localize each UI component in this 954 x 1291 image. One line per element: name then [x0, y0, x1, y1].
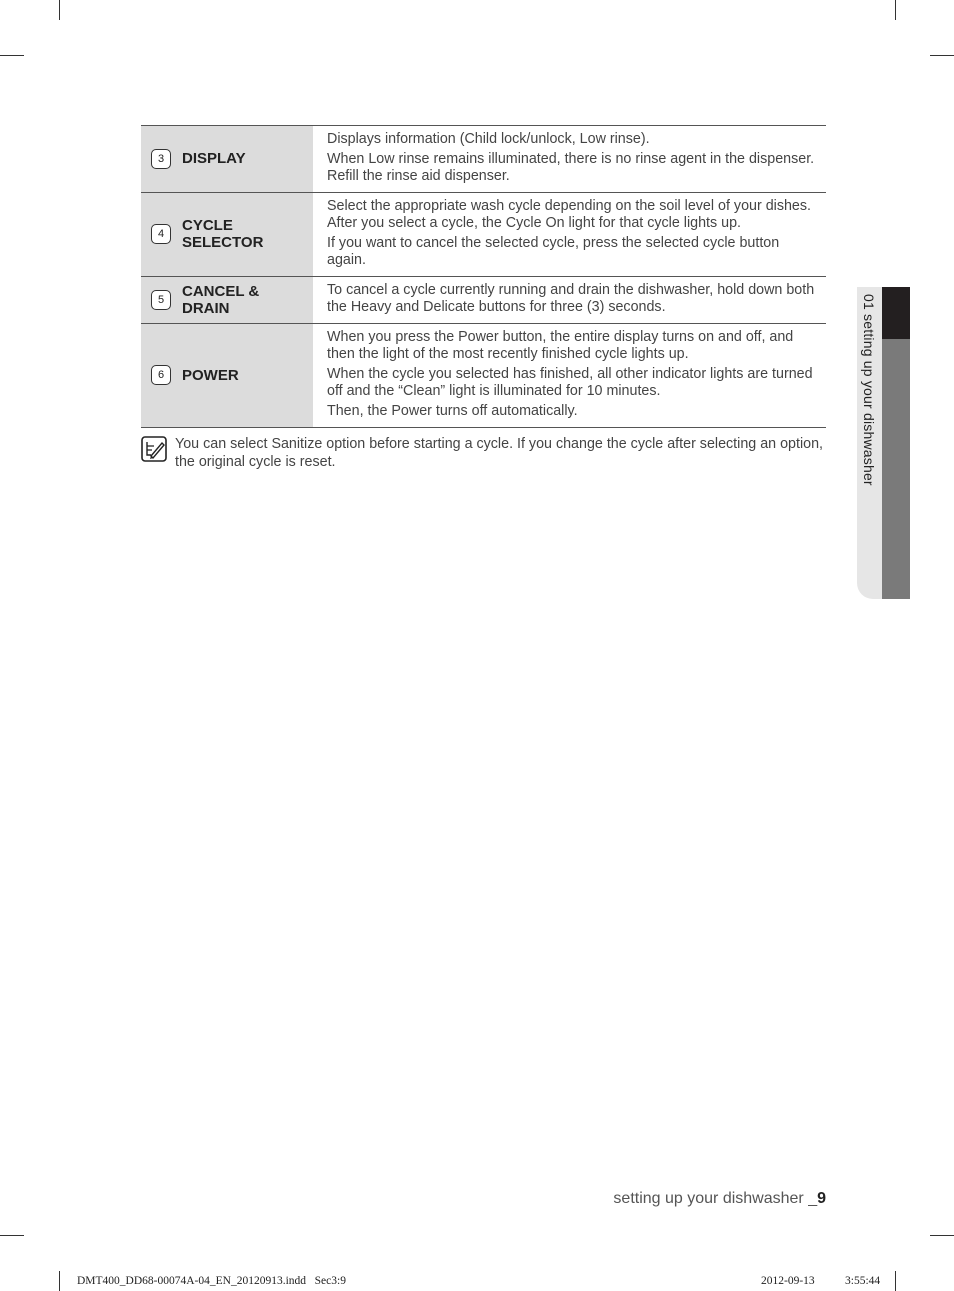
description-paragraph: If you want to cancel the selected cycle, press the selected cycle button again.	[327, 234, 780, 268]
description-paragraph: When you press the Power button, the entire display turns on and off, and then the light of the most recently finished cycle lights up.	[327, 328, 794, 363]
print-file-info: DMT400_DD68-00074A-04_EN_20120913.indd Sec3:9	[77, 1275, 346, 1287]
footer-section-title: setting up your dishwasher _	[613, 1190, 818, 1207]
table-row	[141, 192, 826, 276]
function-table	[141, 125, 826, 428]
description-paragraph: Then, the Power turns off automatically.	[327, 402, 578, 419]
table-row	[141, 323, 826, 427]
function-description	[313, 126, 826, 193]
chapter-tab-label: 01 setting up your dishwasher	[861, 294, 877, 486]
function-label-cell	[141, 192, 313, 276]
function-description	[313, 276, 826, 323]
note-pencil-icon	[141, 436, 167, 462]
chapter-tab-bar	[882, 339, 910, 599]
number-badge: 6	[151, 365, 171, 385]
table-row	[141, 276, 826, 323]
function-label-cell	[141, 323, 313, 427]
crop-mark	[930, 55, 954, 56]
note	[141, 436, 826, 471]
function-name: CYCLE SELECTOR	[182, 217, 264, 251]
number-badge: 3	[151, 149, 171, 169]
function-name: DISPLAY	[182, 150, 246, 168]
crop-mark	[59, 0, 60, 20]
function-label-cell	[141, 276, 313, 323]
chapter-tab	[857, 287, 910, 599]
description-paragraph: To cancel a cycle currently running and drain the dishwasher, hold down both the Heavy and Delicate buttons for three (3) seconds.	[327, 281, 815, 315]
function-name: POWER	[182, 366, 239, 384]
number-badge: 4	[151, 224, 171, 244]
description-paragraph: When the cycle you selected has finished, all other indicator lights are turned off and the “Clean” light is illuminated for 10 minutes.	[327, 365, 813, 400]
crop-mark	[0, 1235, 24, 1236]
number-badge: 5	[151, 290, 171, 310]
crop-mark	[895, 0, 896, 20]
crop-mark	[930, 1235, 954, 1236]
crop-mark	[59, 1271, 60, 1291]
description-paragraph: Displays information (Child lock/unlock, Low rinse).	[327, 131, 650, 147]
chapter-tab-marker	[882, 287, 910, 339]
crop-mark	[895, 1271, 896, 1291]
function-label-cell	[141, 126, 313, 193]
crop-mark	[0, 55, 24, 56]
description-paragraph: Select the appropriate wash cycle depending on the soil level of your dishes. After you select a cycle, the Cycle On light for that cycle lights up.	[327, 197, 812, 231]
print-time: 3:55:44	[845, 1275, 881, 1287]
table-row	[141, 126, 826, 193]
function-description	[313, 192, 826, 276]
function-description	[313, 323, 826, 427]
page-number: 9	[817, 1190, 826, 1207]
page-footer	[613, 1190, 826, 1208]
description-paragraph: When Low rinse remains illuminated, there is no rinse agent in the dispenser. Refill the rinse aid dispenser.	[327, 150, 815, 184]
print-date: 2012-09-13	[761, 1275, 815, 1287]
note-text: You can select Sanitize option before starting a cycle. If you change the cycle after selecting an option, the original cycle is reset.	[175, 436, 823, 470]
function-name: CANCEL & DRAIN	[182, 282, 260, 317]
